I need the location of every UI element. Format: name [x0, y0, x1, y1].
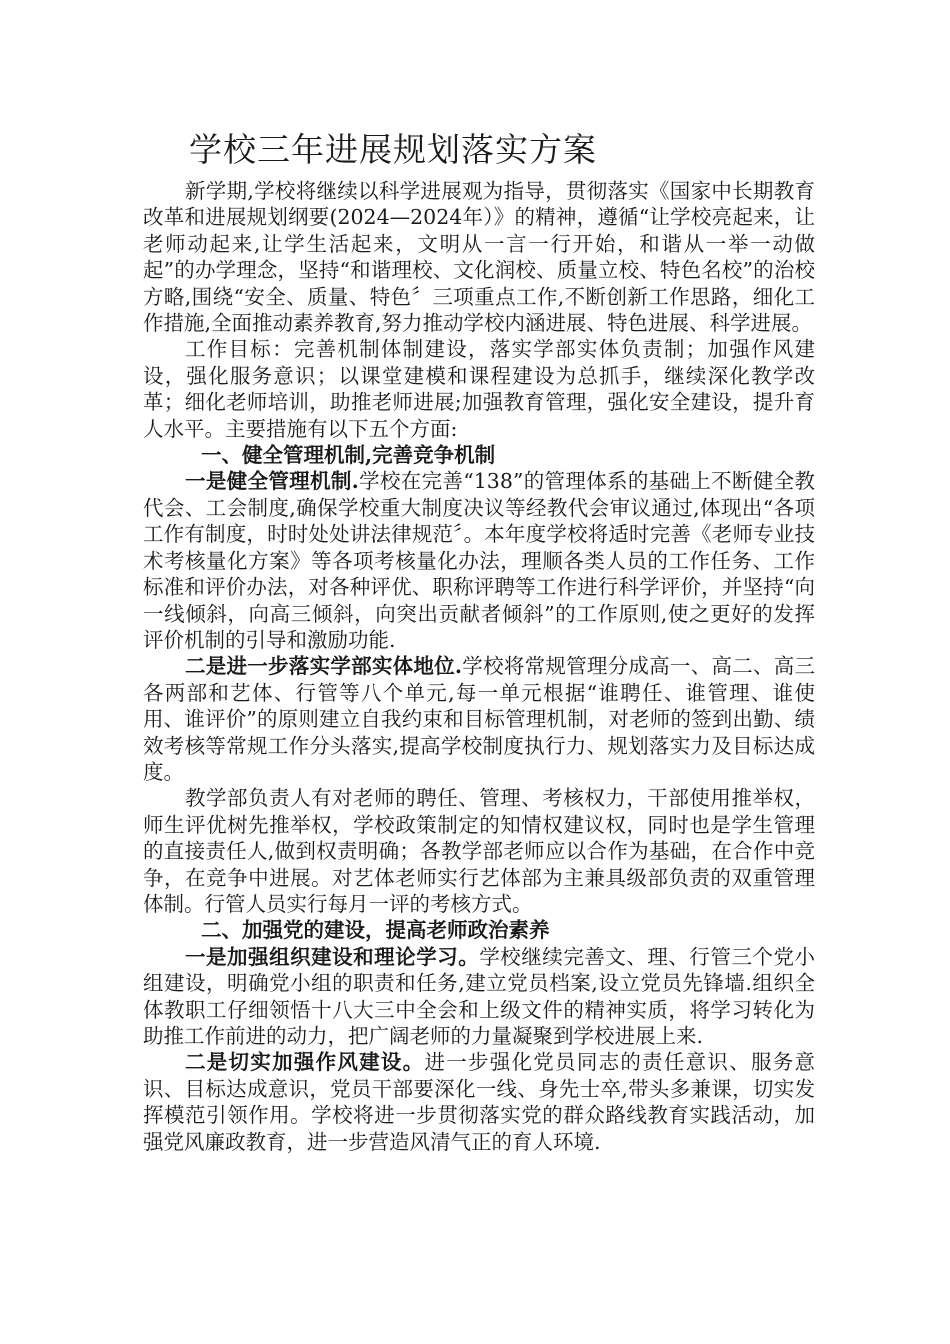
section-1-paragraph-1-body: 学校在完善“138”的管理体系的基础上不断健全教代会、工会制度,确保学校重大制度决议等经教代会审议通过,体现出“各项工作有制度，时时处处讲法律规范〞。本年度学校将适时完善《老师专业技术考核量化方案》等各项考核量化办法，理顺各类人员的工作任务、工作标准和评价办法，对各种评优、职称评聘等工作进行科学评价，并坚持“向一线倾斜，向高三倾斜，向突出贡献者倾斜”的工作原则,使之更好的发挥评价机制的引导和激励功能.	[143, 469, 816, 652]
section-1-paragraph-3: 教学部负责人有对老师的聘任、管理、考核权力，干部使用推举权，师生评优树先推举权，学校政策制定的知情权建议权，同时也是学生管理的直接责任人,做到权责明确；各教学部老师应以合作为基础，在合作中竞争，在竞争中进展。对艺体老师实行艺体部为主兼具级部负责的双重管理体制。行管人员实行每月一评的考核方式。	[143, 786, 815, 916]
goals-paragraph: 工作目标：完善机制体制建设，落实学部实体负责制；加强作风建设，强化服务意识；以课堂建模和课程建设为总抓手，继续深化教学改革；细化老师培训，助推老师进展;加强教育管理，强化安全建设，提升育人水平。主要措施有以下五个方面:	[143, 337, 815, 441]
section-2-paragraph-1-lead: 一是加强组织建设和理论学习。	[185, 944, 480, 969]
section-1-paragraph-1	[143, 468, 815, 653]
intro-paragraph: 新学期,学校将继续以科学进展观为指导，贯彻落实《国家中长期教育改革和进展规划纲要(2024—2024年）》的精神，遵循“让学校亮起来，让老师动起来,让学生活起来，文明从一言一行开始，和谐从一举一动做起”的办学理念，坚持“和谐理校、文化润校、质量立校、特色名校”的治校方略,围绕“安全、质量、特色〞三项重点工作,不断创新工作思路，细化工作措施,全面推动素养教育,努力推动学校内涵进展、特色进展、科学进展。	[143, 179, 815, 336]
section-2-paragraph-1-body: 学校继续完善文、理、行管三个党小组建设，明确党小组的职责和任务,建立党员档案,设立党员先锋墙.组织全体教职工仔细领悟十八大三中全会和上级文件的精神实质，将学习转化为助推工作前进的动力，把广阔老师的力量凝聚到学校进展上来.	[143, 944, 816, 1048]
section-2-heading: 二、加强党的建设，提高老师政治素养	[201, 918, 550, 943]
section-2-paragraph-1	[143, 944, 815, 1050]
section-1-heading: 一、健全管理机制,完善竞争机制	[201, 443, 496, 468]
document-title: 学校三年进展规划落实方案	[189, 130, 597, 169]
section-2-paragraph-2-body: 进一步强化党员同志的责任意识、服务意识、目标达成意识，党员干部要深化一线、身先士卒,带头多兼课，切实发挥模范引领作用。学校将进一步贯彻落实党的群众路线教育实践活动，加强党风廉政教育，进一步营造风清气正的育人环境.	[143, 1050, 816, 1154]
document-page	[143, 128, 815, 1155]
section-2-paragraph-2-lead: 二是切实加强作风建设。	[185, 1050, 425, 1075]
section-1-paragraph-2-lead: 二是进一步落实学部实体地位.	[185, 654, 463, 679]
section-1-paragraph-2	[143, 653, 815, 785]
section-1-paragraph-2-body: 学校将常规管理分成高一、高二、高三各两部和艺体、行管等八个单元,每一单元根据“谁聘任、谁管理、谁使用、谁评价”的原则建立自我约束和目标管理机制，对老师的签到出勤、绩效考核等常规工作分头落实,提高学校制度执行力、规划落实力及目标达成度。	[143, 654, 815, 784]
section-2-paragraph-2	[143, 1049, 815, 1155]
section-1-paragraph-1-lead: 一是健全管理机制.	[185, 469, 359, 494]
